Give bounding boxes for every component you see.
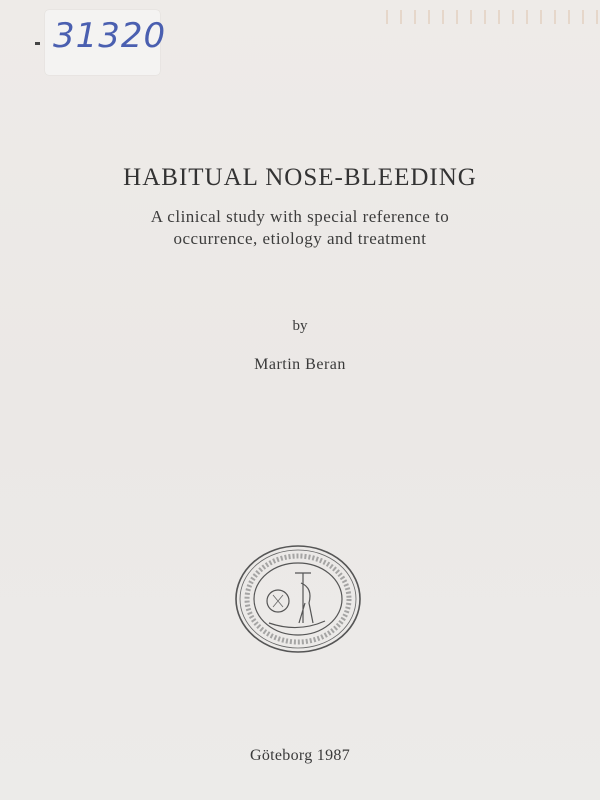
- publication-place-year: Göteborg 1987: [249, 747, 351, 764]
- university-seal-icon: [233, 543, 363, 655]
- subtitle-line-1: A clinical study with special reference to: [150, 207, 450, 226]
- catalog-number: 31320: [53, 16, 167, 56]
- paper-stain: [380, 10, 600, 24]
- catalog-label: [45, 10, 167, 75]
- label-mark: [35, 42, 40, 45]
- subtitle-line-2: occurrence, etiology and treatment: [173, 229, 427, 248]
- by-line: by: [292, 318, 308, 334]
- author-name: Martin Beran: [254, 356, 346, 373]
- document-title: HABITUAL NOSE-BLEEDING: [123, 164, 477, 191]
- document-subtitle: [0, 206, 600, 250]
